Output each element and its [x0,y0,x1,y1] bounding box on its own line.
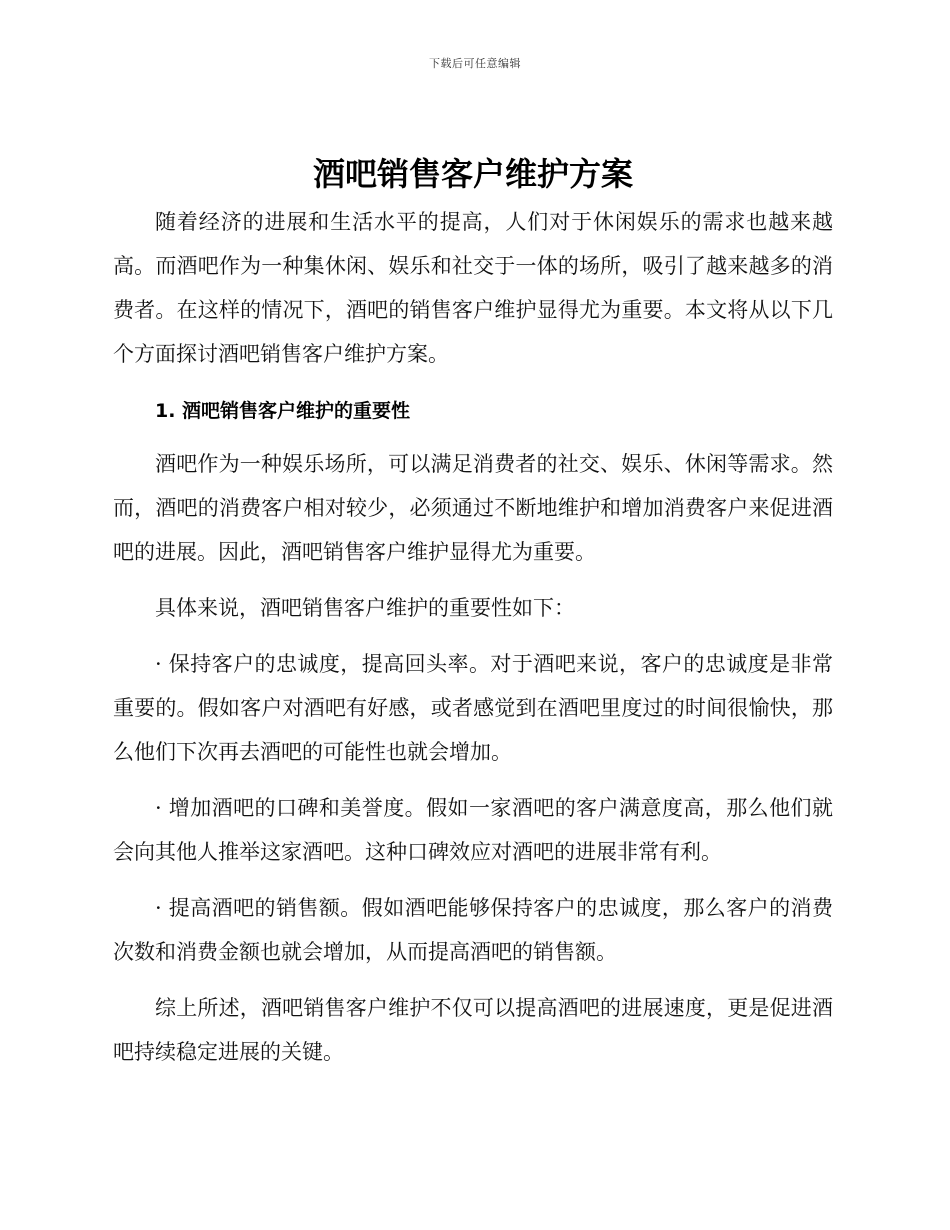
document-title: 酒吧销售客户维护方案 [312,155,633,193]
bullet-paragraph: · 提高酒吧的销售额。假如酒吧能够保持客户的忠诚度，那么客户的消费次数和消费金额也就会增加，从而提高酒吧的销售额。 [113,896,833,964]
section-heading-1: 1. 酒吧销售客户维护的重要性 [155,400,411,422]
bullet-paragraph: · 增加酒吧的口碑和美誉度。假如一家酒吧的客户满意度高，那么他们就会向其他人推举这家酒吧。这种口碑效应对酒吧的进展非常有利。 [113,796,833,864]
document-body [113,152,833,1074]
bullet-paragraph: · 保持客户的忠诚度，提高回头率。对于酒吧来说，客户的忠诚度是非常重要的。假如客户对酒吧有好感，或者感觉到在酒吧里度过的时间很愉快，那么他们下次再去酒吧的可能性也就会增加。 [113,652,833,764]
section-paragraph: 酒吧作为一种娱乐场所，可以满足消费者的社交、娱乐、休闲等需求。然而，酒吧的消费客户相对较少，必须通过不断地维护和增加消费客户来促进酒吧的进展。因此，酒吧销售客户维护显得尤为重要。 [113,452,833,564]
header-note: 下载后可任意编辑 [429,57,521,70]
section-paragraph: 具体来说，酒吧销售客户维护的重要性如下： [155,596,575,620]
intro-paragraph: 随着经济的进展和生活水平的提高，人们对于休闲娱乐的需求也越来越高。而酒吧作为一种集休闲、娱乐和社交于一体的场所，吸引了越来越多的消费者。在这样的情况下，酒吧的销售客户维护显得尤为重要。本文将从以下几个方面探讨酒吧销售客户维护方案。 [113,210,833,366]
summary-paragraph: 综上所述，酒吧销售客户维护不仅可以提高酒吧的进展速度，更是促进酒吧持续稳定进展的关键。 [113,996,833,1064]
